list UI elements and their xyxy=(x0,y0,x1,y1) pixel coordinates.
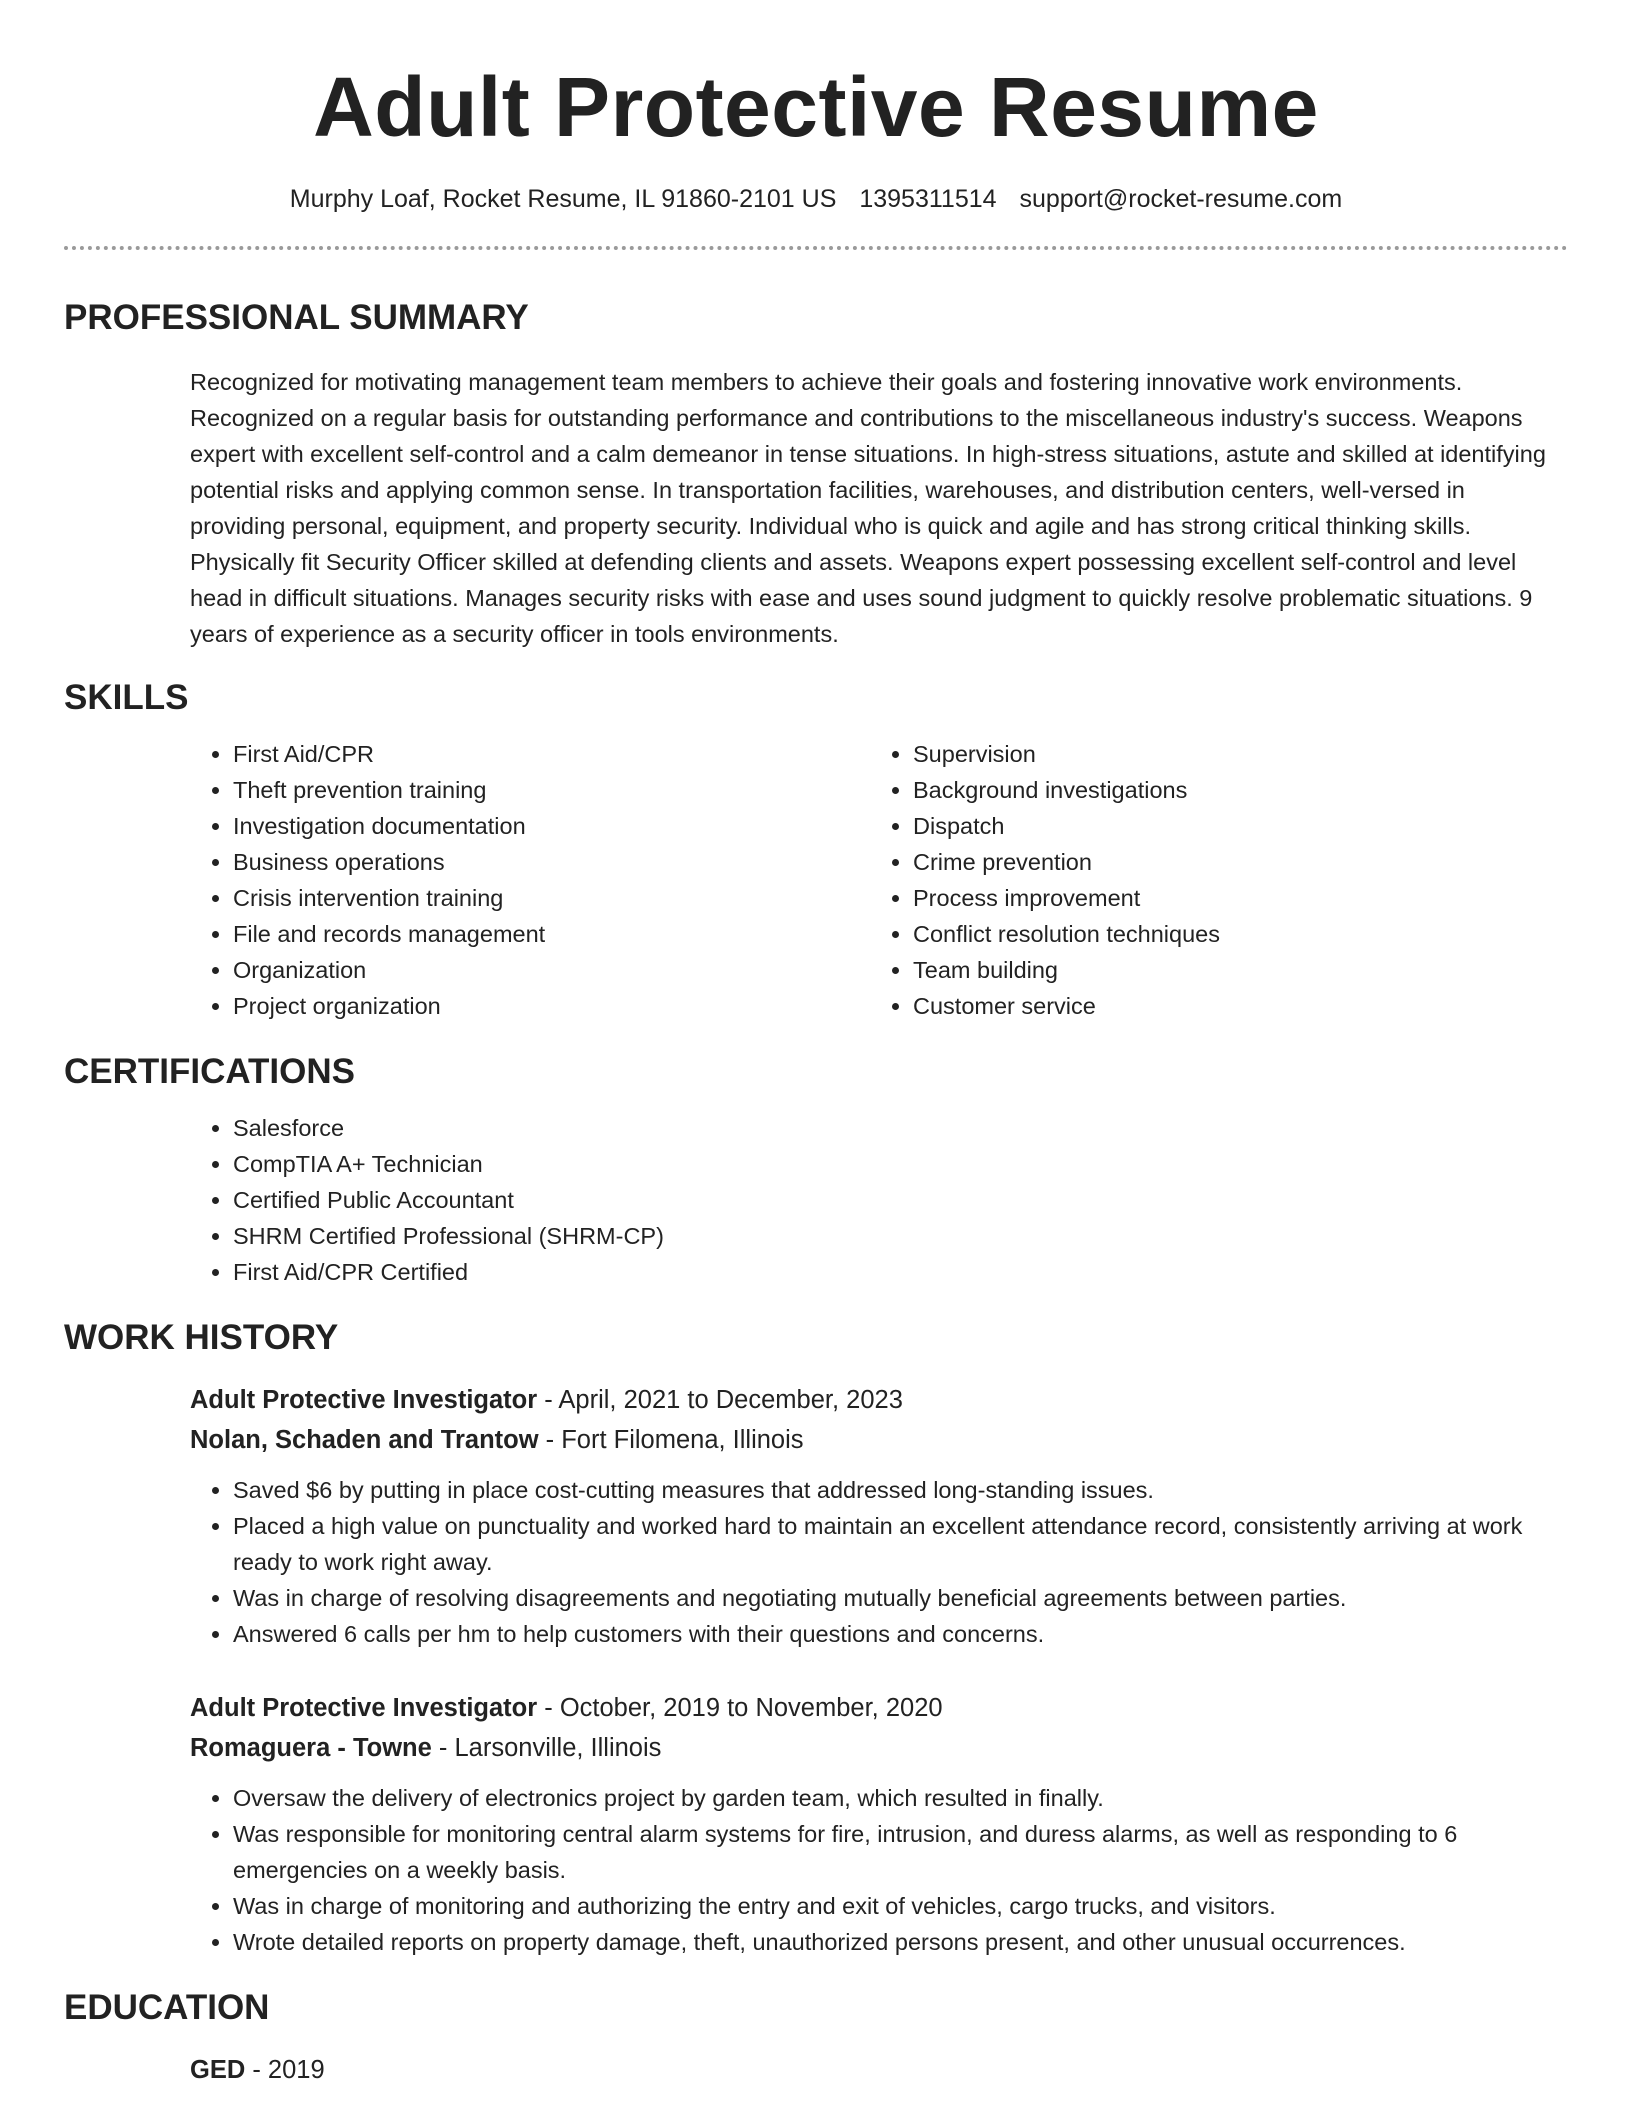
job-bullet: • Oversaw the delivery of electronics project by garden team, which resulted in finally. xyxy=(233,1780,1558,1816)
skill-item: • Organization xyxy=(233,952,870,988)
job-title-line xyxy=(190,1688,1558,1728)
skill-item: • Project organization xyxy=(233,988,870,1024)
job-bullets xyxy=(190,1472,1558,1652)
summary-heading: PROFESSIONAL SUMMARY xyxy=(64,298,529,337)
job-title: Adult Protective Investigator xyxy=(190,1386,538,1414)
job-bullet-list xyxy=(190,1472,1558,1652)
job-dates: - April, 2021 to December, 2023 xyxy=(537,1386,903,1414)
job-bullet: • Wrote detailed reports on property damage, theft, unauthorized persons present, and other unusual occurrences. xyxy=(233,1924,1558,1960)
resume-title: Adult Protective Resume xyxy=(313,60,1319,154)
job-title: Adult Protective Investigator xyxy=(190,1694,538,1722)
job-bullet: • Was responsible for monitoring central alarm systems for fire, intrusion, and duress alarms, as well as responding to 6 emergencies on a weekly basis. xyxy=(233,1816,1558,1888)
certification-item: • Salesforce xyxy=(233,1110,1558,1146)
contact-line xyxy=(64,182,1568,216)
skill-item: • Business operations xyxy=(233,844,870,880)
job-entry xyxy=(190,1380,1558,1652)
job-dates: - October, 2019 to November, 2020 xyxy=(537,1694,943,1722)
education-heading: EDUCATION xyxy=(64,1988,270,2027)
header-divider xyxy=(64,246,1568,250)
job-company: Nolan, Schaden and Trantow xyxy=(190,1426,539,1454)
job-bullet: • Placed a high value on punctuality and worked hard to maintain an excellent attendance record, consistently arriving at work ready to work right away. xyxy=(233,1508,1558,1580)
job-bullet-list xyxy=(190,1780,1558,1960)
contact-address: Murphy Loaf, Rocket Resume, IL 91860-2101 US xyxy=(289,185,837,213)
resume-page xyxy=(64,0,1568,2090)
skill-item: • First Aid/CPR xyxy=(233,736,870,772)
certification-item: • Certified Public Accountant xyxy=(233,1182,1558,1218)
certification-item: • SHRM Certified Professional (SHRM-CP) xyxy=(233,1218,1558,1254)
skill-item: • Theft prevention training xyxy=(233,772,870,808)
skill-item: • Investigation documentation xyxy=(233,808,870,844)
education-entry xyxy=(190,2050,1558,2090)
skill-item: • Crisis intervention training xyxy=(233,880,870,916)
education-year: - 2019 xyxy=(245,2056,325,2084)
contact-phone: 1395311514 xyxy=(859,185,997,213)
job-bullet: • Was in charge of resolving disagreements and negotiating mutually beneficial agreements between parties. xyxy=(233,1580,1558,1616)
certifications-block xyxy=(190,1110,1558,1290)
job-bullet: • Saved $6 by putting in place cost-cutting measures that addressed long-standing issues. xyxy=(233,1472,1558,1508)
skills-heading: SKILLS xyxy=(64,678,189,717)
skill-item: • Team building xyxy=(913,952,1550,988)
certifications-list xyxy=(190,1110,1558,1290)
skill-item: • Crime prevention xyxy=(913,844,1550,880)
job-company: Romaguera - Towne xyxy=(190,1734,432,1762)
skills-grid xyxy=(190,736,1558,1024)
job-bullets xyxy=(190,1780,1558,1960)
certifications-heading: CERTIFICATIONS xyxy=(64,1052,356,1091)
job-bullet: • Was in charge of monitoring and authorizing the entry and exit of vehicles, cargo trucks, and visitors. xyxy=(233,1888,1558,1924)
skill-item: • Background investigations xyxy=(913,772,1550,808)
certification-item: • CompTIA A+ Technician xyxy=(233,1146,1558,1182)
job-company-line xyxy=(190,1420,1558,1460)
education-degree: GED xyxy=(190,2056,246,2084)
job-bullet: • Answered 6 calls per hm to help customers with their questions and concerns. xyxy=(233,1616,1558,1652)
skill-item: • File and records management xyxy=(233,916,870,952)
certification-item: • First Aid/CPR Certified xyxy=(233,1254,1558,1290)
job-location: - Larsonville, Illinois xyxy=(431,1734,662,1762)
job-company-line xyxy=(190,1728,1558,1768)
job-title-line xyxy=(190,1380,1558,1420)
contact-email: support@rocket-resume.com xyxy=(1019,185,1343,213)
skill-item: • Process improvement xyxy=(913,880,1550,916)
skill-item: • Supervision xyxy=(913,736,1550,772)
skill-item: • Dispatch xyxy=(913,808,1550,844)
work-history-heading: WORK HISTORY xyxy=(64,1318,339,1357)
job-entry xyxy=(190,1688,1558,1960)
skills-list-left xyxy=(190,736,870,1024)
summary-text: Recognized for motivating management team members to achieve their goals and fostering innovative work environments. Recognized on a regular basis for outstanding performance and contributions to the miscellaneous industry's success. Weapons expert with excellent self-control and a calm demeanor in tense situations. In high-stress situations, astute and skilled at identifying potential risks and applying common sense. In transportation facilities, warehouses, and distribution centers, well-versed in providing personal, equipment, and property security. Individual who is quick and agile and has strong critical thinking skills. Physically fit Security Officer skilled at defending clients and assets. Weapons expert possessing excellent self-control and level head in difficult situations. Manages security risks with ease and uses sound judgment to quickly resolve problematic situations. 9 years of experience as a security officer in tools environments. xyxy=(190,369,1546,647)
job-location: - Fort Filomena, Illinois xyxy=(538,1426,804,1454)
skill-item: • Conflict resolution techniques xyxy=(913,916,1550,952)
skill-item: • Customer service xyxy=(913,988,1550,1024)
skills-list-right xyxy=(870,736,1550,1024)
